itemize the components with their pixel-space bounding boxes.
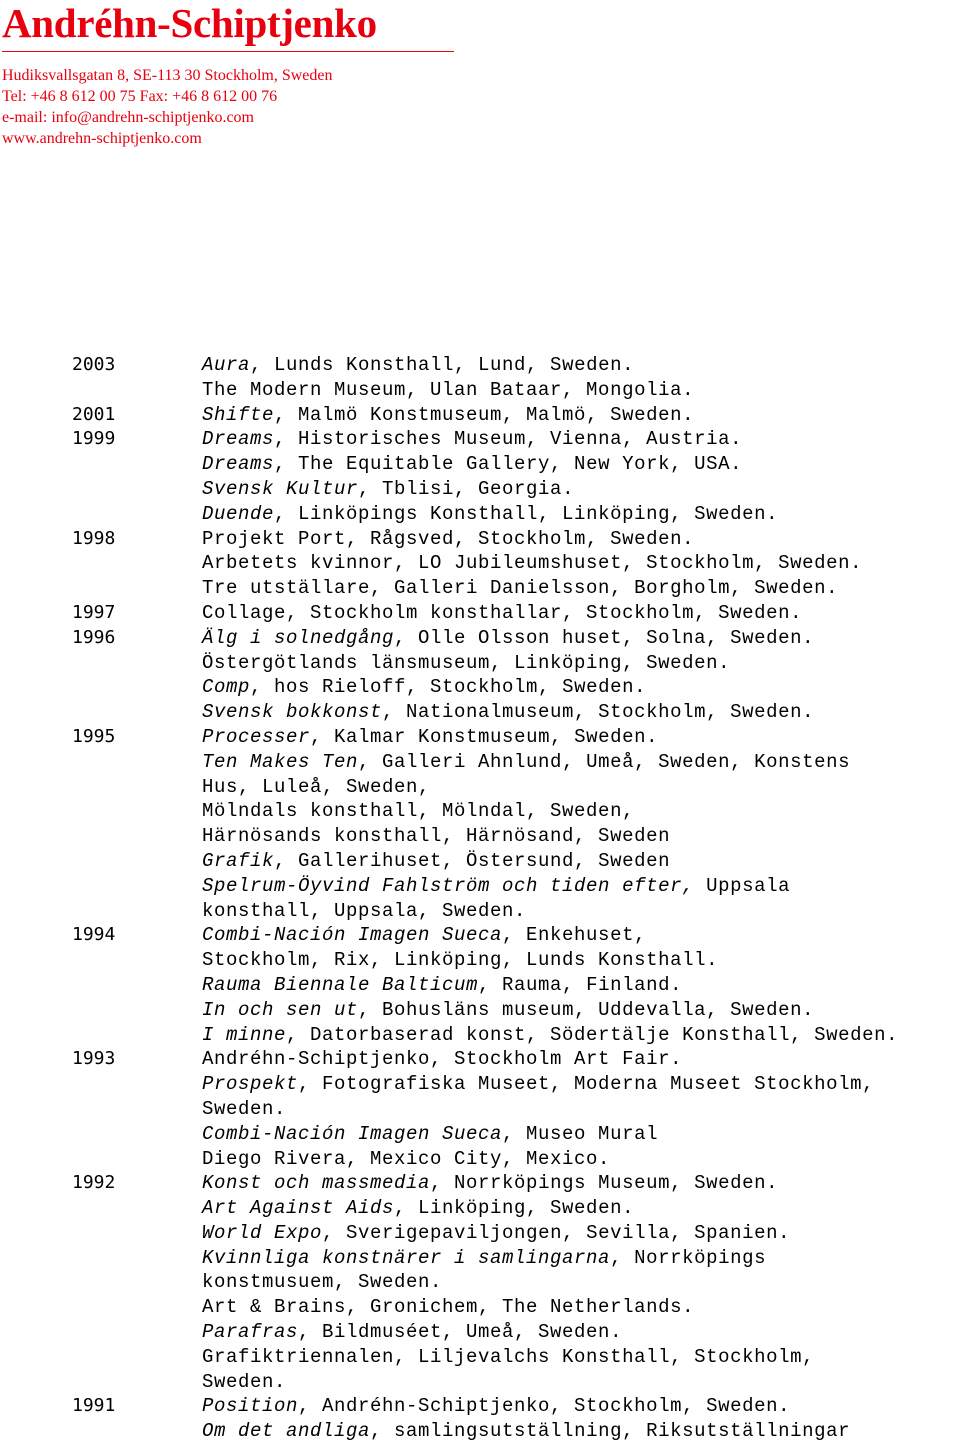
exhibition-line [202,353,960,378]
exhibition-items [202,725,960,923]
exhibition-title: Spelrum-Öyvind Fahlström och tiden efter, [202,874,695,897]
exhibition-venue: Diego Rivera, Mexico City, Mexico. [202,1147,611,1170]
exhibition-title: Svensk Kultur [202,477,359,500]
exhibition-venue: , Enkehuset, [502,924,647,947]
exhibition-line [202,973,960,998]
exhibition-line [202,1072,960,1097]
exhibition-line [202,452,960,477]
exhibition-venue: , Galleri Ahnlund, Umeå, Sweden, Konstens [358,750,851,773]
exhibition-line [202,750,960,775]
exhibition-line [202,899,960,924]
exhibition-venue: Stockholm, Rix, Linköping, Lunds Konsthall. [202,949,719,972]
exhibition-venue: , Lunds Konsthall, Lund, Sweden. [250,354,635,376]
exhibition-title: Art Against Aids [202,1197,395,1220]
exhibition-venue: , Olle Olsson huset, Solna, Sweden. [394,626,815,649]
exhibition-title: I minne [202,1023,287,1046]
exhibition-line [202,527,960,552]
exhibition-line [202,477,960,502]
website-link[interactable]: www.andrehn-schiptjenko.com [2,130,202,147]
contact-block [2,65,458,149]
exhibition-line [202,1147,960,1172]
exhibition-line [202,923,960,948]
gallery-name: Andréhn-Schiptjenko [2,0,377,46]
exhibition-line [202,675,960,700]
exhibition-line [202,1270,960,1295]
exhibition-year-group [72,353,960,403]
exhibition-line [202,403,960,428]
exhibition-line [202,427,960,452]
exhibition-venue: , Bildmuséet, Umeå, Sweden. [298,1321,623,1344]
address: Hudiksvallsgatan 8, SE-113 30 Stockholm, Sweden [2,67,333,84]
year-label: 2003 [72,354,116,375]
exhibition-title: Rauma Biennale Balticum [202,973,479,996]
exhibition-year-group [72,923,960,1047]
exhibition-line [202,824,960,849]
exhibition-items [202,403,960,428]
exhibition-year-group [72,527,960,601]
exhibition-title: Om det andliga [202,1420,371,1443]
exhibition-line [202,1097,960,1122]
exhibition-year-group [72,1394,960,1444]
exhibition-venue: , Malmö Konstmuseum, Malmö, Sweden. [274,403,695,426]
exhibition-line [202,626,960,651]
exhibition-line [202,651,960,676]
exhibition-year-group [72,1171,960,1394]
exhibition-items [202,1047,960,1171]
exhibition-title: Grafik [202,849,275,872]
exhibition-title: Prospekt [202,1073,299,1096]
exhibition-title: Processer [202,725,311,748]
exhibition-line [202,502,960,527]
letterhead [2,0,458,149]
exhibition-title: Comp [202,676,251,699]
exhibition-venue: Sweden. [202,1370,287,1393]
exhibition-title: Dreams [202,428,275,451]
exhibition-title: In och sen ut [202,998,359,1021]
year-label: 1993 [72,1048,116,1070]
exhibition-title: Position [202,1395,299,1418]
exhibition-venue: , Andréhn-Schiptjenko, Stockholm, Sweden. [298,1395,791,1418]
exhibition-venue: , The Equitable Gallery, New York, USA. [274,453,743,476]
exhibition-items [202,601,960,626]
year-label: 1997 [72,601,116,623]
exhibition-venue: , Nationalmuseum, Stockholm, Sweden. [382,701,815,724]
year-label: 1996 [72,626,116,648]
exhibition-venue: , Museo Mural [502,1122,659,1145]
exhibition-line [202,998,960,1023]
exhibition-venue: Östergötlands länsmuseum, Linköping, Sweden. [202,651,731,674]
exhibition-year-group [72,601,960,626]
year-label: 2001 [72,403,116,425]
exhibition-venue: Collage, Stockholm konsthallar, Stockholm, Sweden. [202,601,803,624]
exhibition-line [202,378,960,403]
exhibition-venue: Arbetets kvinnor, LO Jubileumshuset, Stockholm, Sweden. [202,552,863,575]
exhibition-line [202,874,960,899]
exhibition-venue: Härnösands konsthall, Härnösand, Sweden [202,825,671,848]
year-label: 1994 [72,924,116,946]
exhibition-line [202,1171,960,1196]
exhibition-line [202,601,960,626]
exhibition-line [202,725,960,750]
exhibition-year-group [72,626,960,725]
exhibition-venue: Sweden. [202,1097,287,1120]
exhibition-items [202,1171,960,1394]
exhibition-venue: Andréhn-Schiptjenko, Stockholm Art Fair. [202,1048,683,1071]
exhibition-venue: , Gallerihuset, Östersund, Sweden [274,849,671,872]
exhibition-venue: Art & Brains, Gronichem, The Netherlands. [202,1296,695,1319]
exhibition-venue: , Rauma, Finland. [478,973,683,996]
exhibition-line [202,1047,960,1072]
exhibition-title: Duende [202,502,275,525]
exhibition-title: Parafras [202,1321,299,1344]
exhibition-line [202,799,960,824]
exhibition-title: Kvinnliga konstnärer i samlingarna [202,1246,611,1269]
exhibition-line [202,1122,960,1147]
exhibition-venue: Mölndals konsthall, Mölndal, Sweden, [202,800,635,823]
exhibition-title: Shifte [202,403,275,426]
exhibition-line [202,1320,960,1345]
exhibition-venue: Hus, Luleå, Sweden, [202,775,431,798]
exhibition-venue: , samlingsutställning, Riksutställningar [370,1420,851,1443]
exhibition-line [202,1246,960,1271]
exhibition-line [202,1394,960,1419]
year-label: 1998 [72,527,116,549]
exhibition-items [202,527,960,601]
exhibition-line [202,1345,960,1370]
exhibition-items [202,626,960,725]
exhibition-line [202,775,960,800]
exhibition-list [72,353,960,1444]
phone-fax: Tel: +46 8 612 00 75 Fax: +46 8 612 00 76 [2,88,278,105]
year-label: 1995 [72,725,116,747]
header-divider [2,51,454,52]
exhibition-title: Combi-Nación Imagen Sueca [202,1122,503,1145]
exhibition-line [202,1023,960,1048]
exhibition-year-group [72,725,960,923]
exhibition-line [202,551,960,576]
exhibition-title: Konst och massmedia [202,1172,431,1195]
exhibition-venue: konsthall, Uppsala, Sweden. [202,899,527,922]
exhibition-items [202,353,960,403]
exhibition-venue: Uppsala [694,874,791,897]
exhibition-title: Älg i solnedgång [202,626,395,649]
exhibition-venue: , Linköpings Konsthall, Linköping, Sweden. [274,502,779,525]
exhibition-venue: , Tblisi, Georgia. [358,477,575,500]
exhibition-venue: , Historisches Museum, Vienna, Austria. [274,428,743,451]
exhibition-items [202,923,960,1047]
exhibition-line [202,700,960,725]
exhibition-venue: , hos Rieloff, Stockholm, Sweden. [250,676,647,699]
exhibition-year-group [72,403,960,428]
exhibition-venue: , Bohusläns museum, Uddevalla, Sweden. [358,998,815,1021]
exhibition-venue: , Linköping, Sweden. [394,1197,635,1220]
email-link[interactable]: e-mail: info@andrehn-schiptjenko.com [2,109,254,126]
exhibition-venue: , Norrköpings Museum, Sweden. [430,1172,779,1195]
exhibition-line [202,576,960,601]
exhibition-title: Combi-Nación Imagen Sueca [202,924,503,947]
exhibition-line [202,849,960,874]
exhibition-venue: The Modern Museum, Ulan Bataar, Mongolia. [202,378,695,401]
exhibition-venue: , Datorbaserad konst, Södertälje Konsthall, Sweden. [286,1023,899,1046]
exhibition-venue: , Sverigepaviljongen, Sevilla, Spanien. [322,1221,791,1244]
exhibition-items [202,1394,960,1444]
exhibition-title: Aura [202,354,251,376]
exhibition-venue: konstmusuem, Sweden. [202,1271,443,1294]
exhibition-line [202,948,960,973]
exhibition-line [202,1370,960,1395]
exhibition-venue: , Kalmar Konstmuseum, Sweden. [310,725,659,748]
exhibition-venue: , Norrköpings [610,1246,767,1269]
exhibition-venue: Grafiktriennalen, Liljevalchs Konsthall, Stockholm, [202,1345,815,1368]
exhibition-title: Svensk bokkonst [202,701,383,724]
exhibition-line [202,1295,960,1320]
exhibition-items [202,427,960,526]
year-label: 1991 [72,1395,116,1417]
exhibition-title: Dreams [202,453,275,476]
exhibition-title: World Expo [202,1221,323,1244]
year-label: 1992 [72,1172,116,1194]
exhibition-year-group [72,1047,960,1171]
exhibition-line [202,1419,960,1444]
exhibition-venue: , Fotografiska Museet, Moderna Museet Stockholm, [298,1073,875,1096]
exhibition-venue: Tre utställare, Galleri Danielsson, Borgholm, Sweden. [202,577,839,600]
exhibition-year-group [72,427,960,526]
exhibition-line [202,1221,960,1246]
exhibition-title: Ten Makes Ten [202,750,359,773]
exhibition-venue: Projekt Port, Rågsved, Stockholm, Sweden. [202,527,695,550]
exhibition-line [202,1196,960,1221]
year-label: 1999 [72,428,116,450]
